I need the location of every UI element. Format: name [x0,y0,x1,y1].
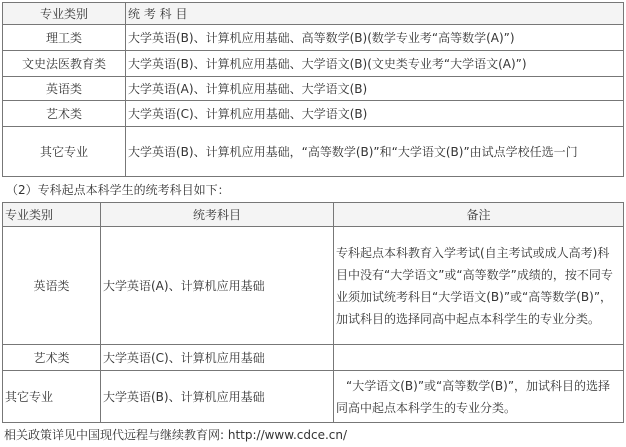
subjects-cell: 大学英语(C)、计算机应用基础 [101,345,334,371]
table-row [3,227,624,345]
header-notes: 备注 [334,203,624,227]
category-cell: 艺术类 [3,345,101,371]
table-row [3,345,624,371]
section-subtitle: （2）专科起点本科学生的统考科目如下： [6,183,230,197]
subjects-cell: 大学英语(B)、计算机应用基础、大学语文(B)(文史类专业考“大学语文(A)”) [126,51,624,77]
category-cell: 英语类 [3,77,126,101]
table-header-row [3,203,624,227]
notes-cell: “大学语文(B)”或“高等数学(B)”，加试科目的选择同高中起点本科学生的专业分类。 [334,371,624,423]
category-cell: 艺术类 [3,101,126,127]
subjects-cell: 大学英语(B)、计算机应用基础 [101,371,334,423]
category-cell: 文史法医教育类 [3,51,126,77]
header-category: 专业类别 [3,3,126,25]
category-cell: 其它专业 [3,371,101,423]
exam-subjects-table-1 [2,2,624,177]
subjects-cell: 大学英语(B)、计算机应用基础，“高等数学(B)”和“大学语文(B)”由试点学校任选一门 [126,127,624,177]
table-row [3,77,624,101]
policy-footer-note: 相关政策详见中国现代远程与继续教育网: http://www.cdce.cn/ [4,428,348,442]
notes-cell: 专科起点本科教育入学考试(自主考试或成人高考)科目中没有“大学语文”或“高等数学”成绩的，按不同专业须加试统考科目“大学语文(B)”或“高等数学(B)”，加试科目的选择同高中起点本科学生的专业分类。 [334,227,624,345]
table-row [3,127,624,177]
table-header-row [3,3,624,25]
category-cell: 英语类 [3,227,101,345]
table-row [3,101,624,127]
table-row [3,25,624,51]
notes-cell [334,345,624,371]
category-cell: 理工类 [3,25,126,51]
subjects-cell: 大学英语(C)、计算机应用基础、大学语文(B) [126,101,624,127]
header-subjects: 统考科目 [101,203,334,227]
subjects-cell: 大学英语(B)、计算机应用基础、高等数学(B)(数学专业考“高等数学(A)”) [126,25,624,51]
table-row [3,51,624,77]
subjects-cell: 大学英语(A)、计算机应用基础、大学语文(B) [126,77,624,101]
subjects-cell: 大学英语(A)、计算机应用基础 [101,227,334,345]
header-category: 专业类别 [3,203,101,227]
header-subjects: 统 考 科 目 [126,3,624,25]
table-row [3,371,624,423]
category-cell: 其它专业 [3,127,126,177]
exam-subjects-table-2 [2,202,624,423]
